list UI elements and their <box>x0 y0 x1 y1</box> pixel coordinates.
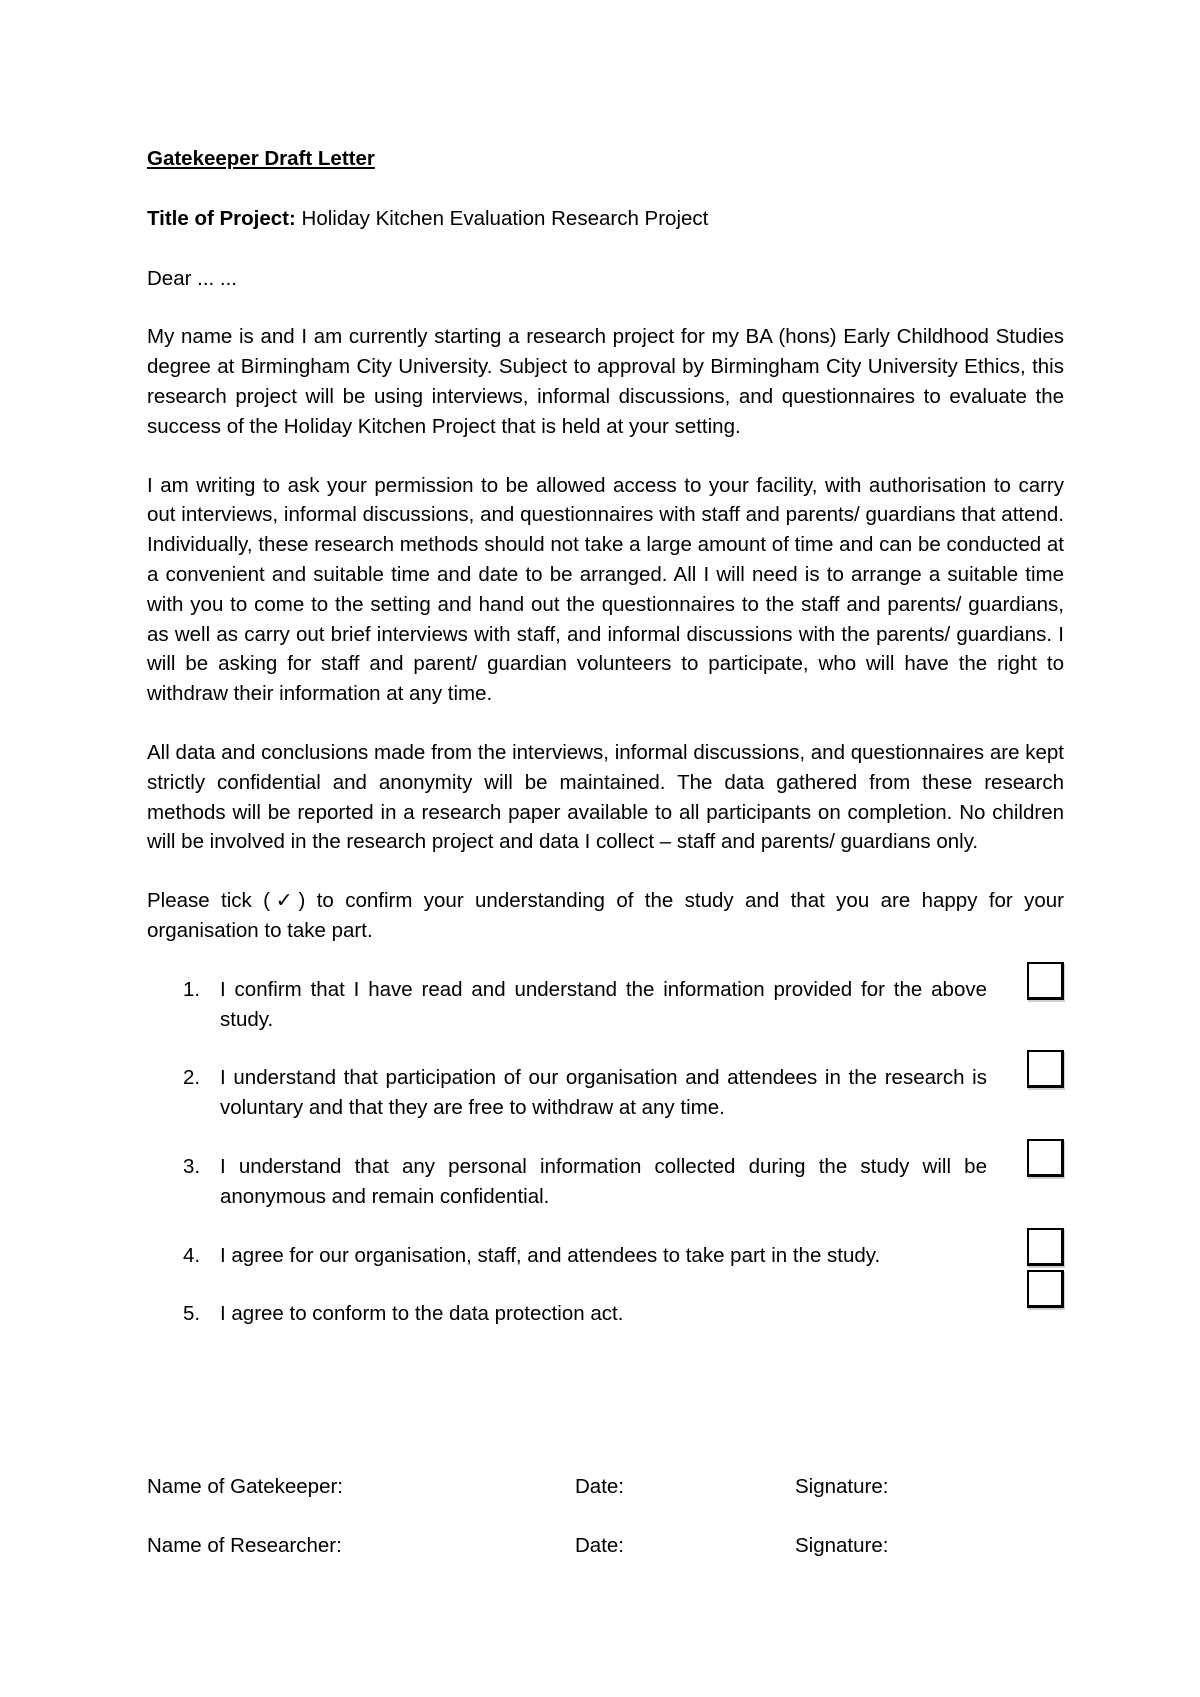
project-title-label: Title of Project: <box>147 206 296 230</box>
consent-item <box>147 1063 1064 1123</box>
consent-item-text: I understand that participation of our organisation and attendees in the research is voluntary and that they are free to withdraw at any time. <box>220 1066 987 1120</box>
consent-item-text: I understand that any personal information collected during the study will be anonymous and remain confidential. <box>220 1154 987 1208</box>
researcher-date-label: Date: <box>575 1534 624 1557</box>
consent-item <box>147 1152 1064 1212</box>
project-title-value: Holiday Kitchen Evaluation Research Project <box>301 206 709 230</box>
researcher-name-label: Name of Researcher: <box>147 1534 342 1557</box>
paragraph-confidentiality: All data and conclusions made from the interviews, informal discussions, and questionnaires are kept strictly confidential and anonymity will be maintained. The data gathered from these research methods will be reported in a research paper available to all participants on completion. No children will be involved in the research project and data I collect – staff and parents/ guardians only. <box>147 740 1064 854</box>
consent-item-text: I agree for our organisation, staff, and attendees to take part in the study. <box>220 1243 881 1267</box>
consent-item-number: 5. <box>183 1302 201 1326</box>
consent-item-text: I agree to conform to the data protection act. <box>220 1302 624 1326</box>
consent-checkbox-1[interactable] <box>1027 962 1064 1000</box>
consent-item <box>147 1241 1064 1271</box>
consent-item <box>147 1299 1064 1329</box>
gatekeeper-name-label: Name of Gatekeeper: <box>147 1475 343 1498</box>
consent-item-number: 1. <box>183 977 201 1001</box>
consent-checkbox-3[interactable] <box>1027 1139 1064 1177</box>
signoff-row-researcher <box>147 1531 1064 1561</box>
paragraph-permission-request: I am writing to ask your permission to be allowed access to your facility, with authorisation to carry out interviews, informal discussions, and questionnaires with staff and parents/ guardians that attend. Individually, these research methods should not take a large amount of time and can be conducted at a convenient and suitable time and date to be arranged. All I will need is to arrange a suitable time with you to come to the setting and hand out the questionnaires to the staff and parents/ guardians, as well as carry out brief interviews with staff, and informal discussions with the parents/ guardians. I will be asking for staff and parent/ guardian volunteers to participate, who will have the right to withdraw their information at any time. <box>147 473 1064 706</box>
consent-checkbox-2[interactable] <box>1027 1050 1064 1088</box>
signoff-section <box>147 1472 1064 1561</box>
consent-item-text: I confirm that I have read and understand the information provided for the above study. <box>220 977 987 1031</box>
consent-item <box>147 975 1064 1035</box>
salutation: Dear ... ... <box>147 266 237 290</box>
researcher-signature-label: Signature: <box>795 1534 889 1557</box>
consent-checkbox-4[interactable] <box>1027 1228 1064 1266</box>
consent-item-number: 4. <box>183 1243 201 1267</box>
signoff-row-gatekeeper <box>147 1472 1064 1502</box>
consent-checkbox-5[interactable] <box>1027 1270 1064 1308</box>
gatekeeper-signature-label: Signature: <box>795 1475 889 1498</box>
letter-heading: Gatekeeper Draft Letter <box>147 147 375 170</box>
letter-body <box>147 144 1064 1329</box>
paragraph-tick-instructions: Please tick (✓) to confirm your understanding of the study and that you are happy for your organisation to take part. <box>147 889 1064 942</box>
consent-item-number: 2. <box>183 1066 201 1090</box>
project-title-line <box>147 204 1064 234</box>
consent-list <box>147 975 1064 1329</box>
paragraph-introduction: My name is and I am currently starting a research project for my BA (hons) Early Childhood Studies degree at Birmingham City University. Subject to approval by Birmingham City University Ethics, this research project will be using interviews, informal discussions, and questionnaires to evaluate the success of the Holiday Kitchen Project that is held at your setting. <box>147 325 1064 438</box>
gatekeeper-date-label: Date: <box>575 1475 624 1498</box>
consent-item-number: 3. <box>183 1154 201 1178</box>
